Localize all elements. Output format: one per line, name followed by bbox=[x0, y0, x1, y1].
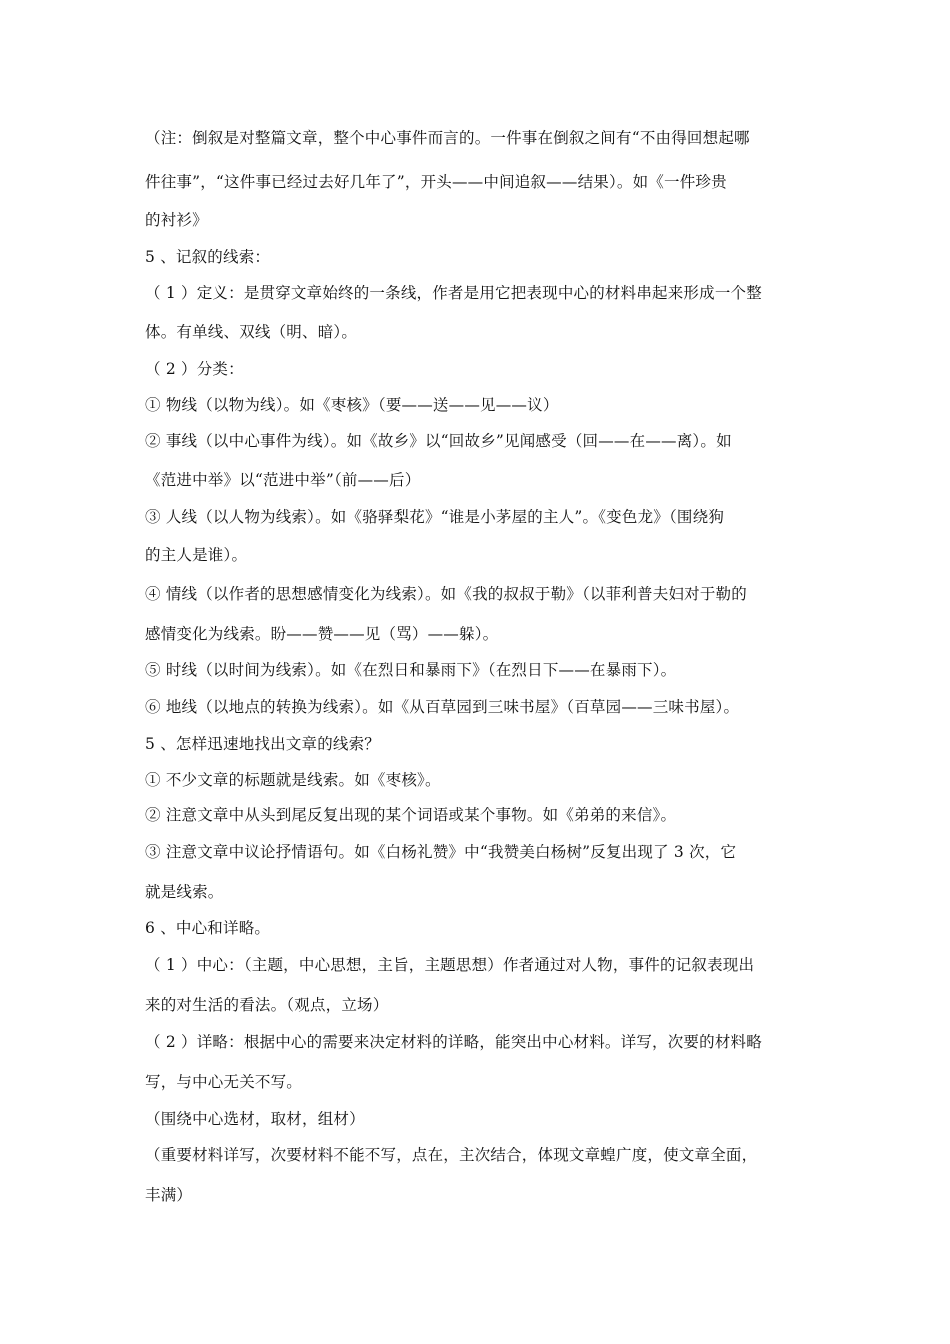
text-line: 体。有单线、双线（明、暗）。 bbox=[145, 323, 358, 341]
list-item: ③ 人线（以人物为线索）。如《骆驿梨花》“谁是小茅屋的主人”。《变色龙》（围绕狗 bbox=[145, 508, 725, 526]
list-item: ② 注意文章中从头到尾反复出现的某个词语或某个事物。如《弟弟的来信》。 bbox=[145, 806, 677, 824]
text-line: （ 2 ）详略：根据中心的需要来决定材料的详略，能突出中心材料。详写，次要的材料略 bbox=[145, 1033, 762, 1051]
text-line: 就是线索。 bbox=[145, 883, 224, 901]
section-heading: 6 、中心和详略。 bbox=[145, 919, 271, 937]
list-item: ⑥ 地线（以地点的转换为线索）。如《从百草园到三味书屋》（百草园——三味书屋）。 bbox=[145, 698, 740, 716]
text-line: 《范进中举》以“范进中举”（前——后） bbox=[145, 471, 421, 489]
list-item: ⑤ 时线（以时间为线索）。如《在烈日和暴雨下》（在烈日下——在暴雨下）。 bbox=[145, 661, 677, 679]
list-item: ② 事线（以中心事件为线）。如《故乡》以“回故乡”见闻感受（回——在——离）。如 bbox=[145, 432, 732, 450]
text-line: （围绕中心选材，取材，组材） bbox=[145, 1110, 365, 1128]
text-line: 件往事”，“这件事已经过去好几年了”，开头——中间追叙——结果）。如《一件珍贵 bbox=[145, 173, 727, 191]
text-line: 来的对生活的看法。（观点，立场） bbox=[145, 996, 389, 1014]
text-line: （重要材料详写，次要材料不能不写，点在，主次结合，体现文章蝗广度，使文章全面， bbox=[145, 1146, 758, 1164]
text-line: 丰满） bbox=[145, 1186, 193, 1204]
text-line: 的主人是谁）。 bbox=[145, 546, 248, 564]
text-line: （ 1 ）定义：是贯穿文章始终的一条线，作者是用它把表现中心的材料串起来形成一个整 bbox=[145, 284, 762, 302]
list-item: ④ 情线（以作者的思想感情变化为线索）。如《我的叔叔于勒》（以菲利普夫妇对于勒的 bbox=[145, 585, 747, 603]
text-line: 的衬衫》 bbox=[145, 211, 208, 229]
text-line: （ 2 ）分类： bbox=[145, 360, 244, 378]
text-line: （ 1 ）中心：（主题，中心思想，主旨，主题思想）作者通过对人物，事件的记叙表现出 bbox=[145, 956, 755, 974]
text-line: 写，与中心无关不写。 bbox=[145, 1073, 303, 1091]
text-line: 感情变化为线索。盼——赞——见（骂）——躲）。 bbox=[145, 625, 499, 643]
list-item: ① 不少文章的标题就是线索。如《枣核》。 bbox=[145, 771, 441, 789]
list-item: ③ 注意文章中议论抒情语句。如《白杨礼赞》中“我赞美白杨树”反复出现了 3 次，它 bbox=[145, 843, 737, 861]
section-heading: 5 、怎样迅速地找出文章的线索？ bbox=[145, 735, 380, 753]
text-line: （注：倒叙是对整篇文章，整个中心事件而言的。一件事在倒叙之间有“不由得回想起哪 bbox=[145, 129, 750, 147]
section-heading: 5 、记叙的线索： bbox=[145, 248, 271, 266]
list-item: ① 物线（以物为线）。如《枣核》（要——送——见——议） bbox=[145, 396, 559, 414]
